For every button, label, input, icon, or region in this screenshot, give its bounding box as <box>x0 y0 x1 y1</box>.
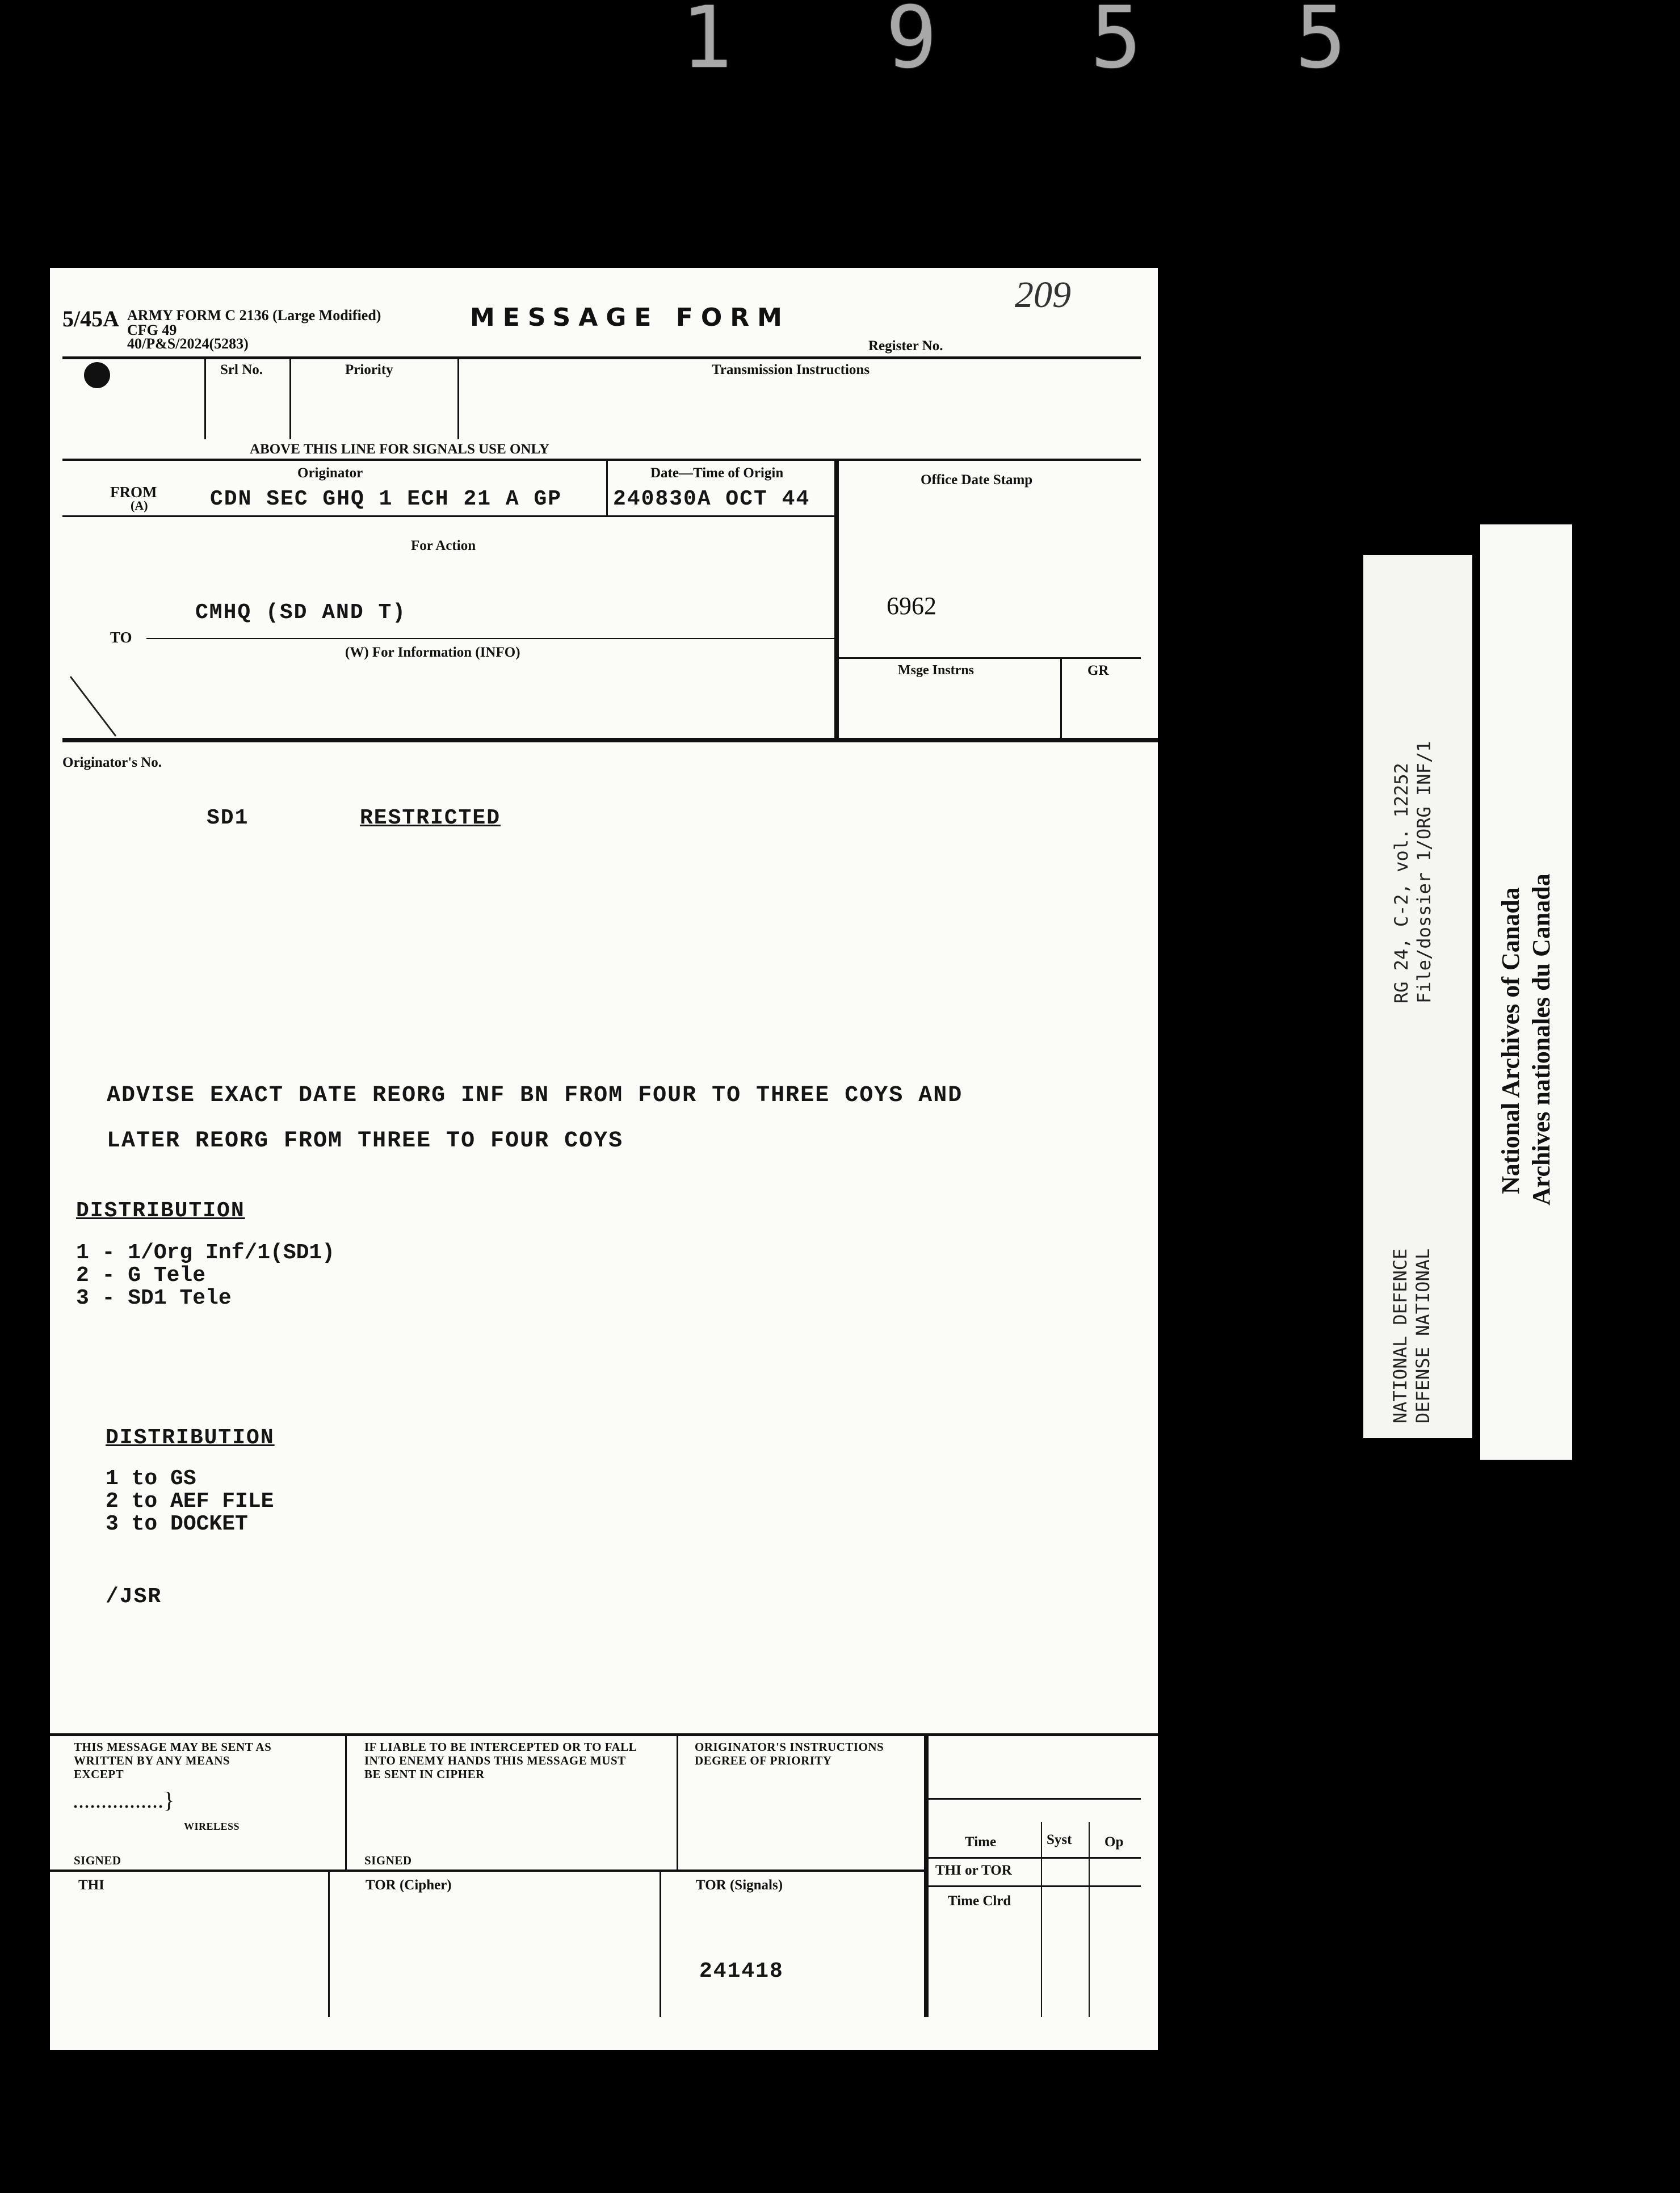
originators-no-label: Originator's No. <box>62 755 162 770</box>
national-archives-strip <box>1480 524 1572 1460</box>
from-label: FROM <box>110 484 157 501</box>
info-label: (W) For Information (INFO) <box>345 645 520 660</box>
to-value: CMHQ (SD AND T) <box>195 600 407 625</box>
transmission-label: Transmission Instructions <box>712 362 870 377</box>
syst-header: Syst <box>1047 1832 1072 1847</box>
srl-no-label: Srl No. <box>220 362 263 377</box>
wireless-label: WIRELESS <box>184 1821 240 1832</box>
archive-reference-strip <box>1363 555 1472 1438</box>
list-item: 3 to DOCKET <box>106 1512 248 1536</box>
from-sub-label: (A) <box>131 498 148 512</box>
tor-cipher-label: TOR (Cipher) <box>366 1877 452 1893</box>
body-line-1: ADVISE EXACT DATE REORG INF BN FROM FOUR TO THREE COYS AND <box>107 1083 963 1108</box>
form-code: 5/45A <box>62 306 119 331</box>
register-label: Register No. <box>868 338 943 354</box>
originator-label: Originator <box>297 465 363 481</box>
classification: RESTRICTED <box>360 806 501 830</box>
msge-instrns-label: Msge Instrns <box>898 663 975 678</box>
form-title: MESSAGE FORM <box>470 303 790 332</box>
originator-value: CDN SEC GHQ 1 ECH 21 A GP <box>210 487 562 511</box>
distribution-list-2 <box>106 1468 274 1536</box>
list-item: 3 - SD1 Tele <box>76 1286 232 1310</box>
list-item: 2 to AEF FILE <box>106 1489 274 1514</box>
reel-number: 1 9 5 5 <box>681 0 1398 87</box>
dto-value: 240830A OCT 44 <box>613 487 810 511</box>
footer-col1-line2: WRITTEN BY ANY MEANS <box>74 1754 230 1767</box>
list-item: 1 to GS <box>106 1467 196 1491</box>
signals-only-label: ABOVE THIS LINE FOR SIGNALS USE ONLY <box>250 442 549 457</box>
army-form-label: ARMY FORM C 2136 (Large Modified) <box>127 307 381 324</box>
office-stamp-label: Office Date Stamp <box>921 472 1033 488</box>
archives-english: National Archives of Canada <box>1497 887 1524 1194</box>
archive-ref-line2: File/dossier 1/ORG INF/1 <box>1413 741 1435 1003</box>
priority-label: Priority <box>345 362 393 377</box>
ink-blot <box>84 362 110 388</box>
thi-or-tor-label: THI or TOR <box>935 1863 1012 1878</box>
stamp-number: 6962 <box>887 592 936 620</box>
typist-initials: /JSR <box>106 1585 162 1609</box>
archive-ref-line3: NATIONAL DEFENCE <box>1389 1248 1411 1423</box>
body-line-2: LATER REORG FROM THREE TO FOUR COYS <box>107 1128 624 1154</box>
signed-label-2: SIGNED <box>364 1854 412 1867</box>
distribution-title-1: DISTRIBUTION <box>76 1199 245 1223</box>
tor-signals-label: TOR (Signals) <box>696 1877 783 1893</box>
archive-ref-line1: RG 24, C-2, vol. 12252 <box>1391 763 1412 1003</box>
distribution-list-1 <box>76 1242 335 1310</box>
footer-col1-line3: EXCEPT <box>74 1767 124 1781</box>
thi-label: THI <box>78 1877 104 1893</box>
dto-label: Date—Time of Origin <box>650 465 784 481</box>
archive-ref-line4: DEFENSE NATIONAL <box>1412 1248 1434 1423</box>
for-action-label: For Action <box>411 538 476 553</box>
diagonal-pen-mark <box>65 665 121 739</box>
tor-signals-value: 241418 <box>699 1959 784 1984</box>
footer-col2-line1: IF LIABLE TO BE INTERCEPTED OR TO FALL <box>364 1740 637 1754</box>
cfg-label: CFG 49 <box>127 322 177 338</box>
footer-col2-line2: INTO ENEMY HANDS THIS MESSAGE MUST <box>364 1754 626 1767</box>
footer-col2-line3: BE SENT IN CIPHER <box>364 1767 485 1781</box>
list-item: 1 - 1/Org Inf/1(SD1) <box>76 1241 335 1265</box>
footer-col3-line1: ORIGINATOR'S INSTRUCTIONS <box>695 1740 884 1754</box>
gr-label: GR <box>1087 663 1109 678</box>
originators-no-value: SD1 <box>207 806 249 830</box>
signed-label-1: SIGNED <box>74 1854 121 1867</box>
message-form-sheet <box>50 268 1158 2050</box>
list-item: 2 - G Tele <box>76 1263 206 1288</box>
time-header: Time <box>965 1834 997 1850</box>
print-code: 40/P&S/2024(5283) <box>127 335 249 352</box>
archives-french: Archives nationales du Canada <box>1527 873 1555 1205</box>
op-header: Op <box>1104 1834 1124 1850</box>
distribution-title-2: DISTRIBUTION <box>106 1426 275 1450</box>
to-label: TO <box>110 629 132 646</box>
wireless-dots: ................} <box>73 1787 175 1813</box>
time-clrd-label: Time Clrd <box>948 1893 1011 1909</box>
footer-col1-line1: THIS MESSAGE MAY BE SENT AS <box>74 1740 272 1754</box>
footer-col3-line2: DEGREE OF PRIORITY <box>695 1754 832 1767</box>
handwritten-page-number: 209 <box>1015 274 1071 316</box>
